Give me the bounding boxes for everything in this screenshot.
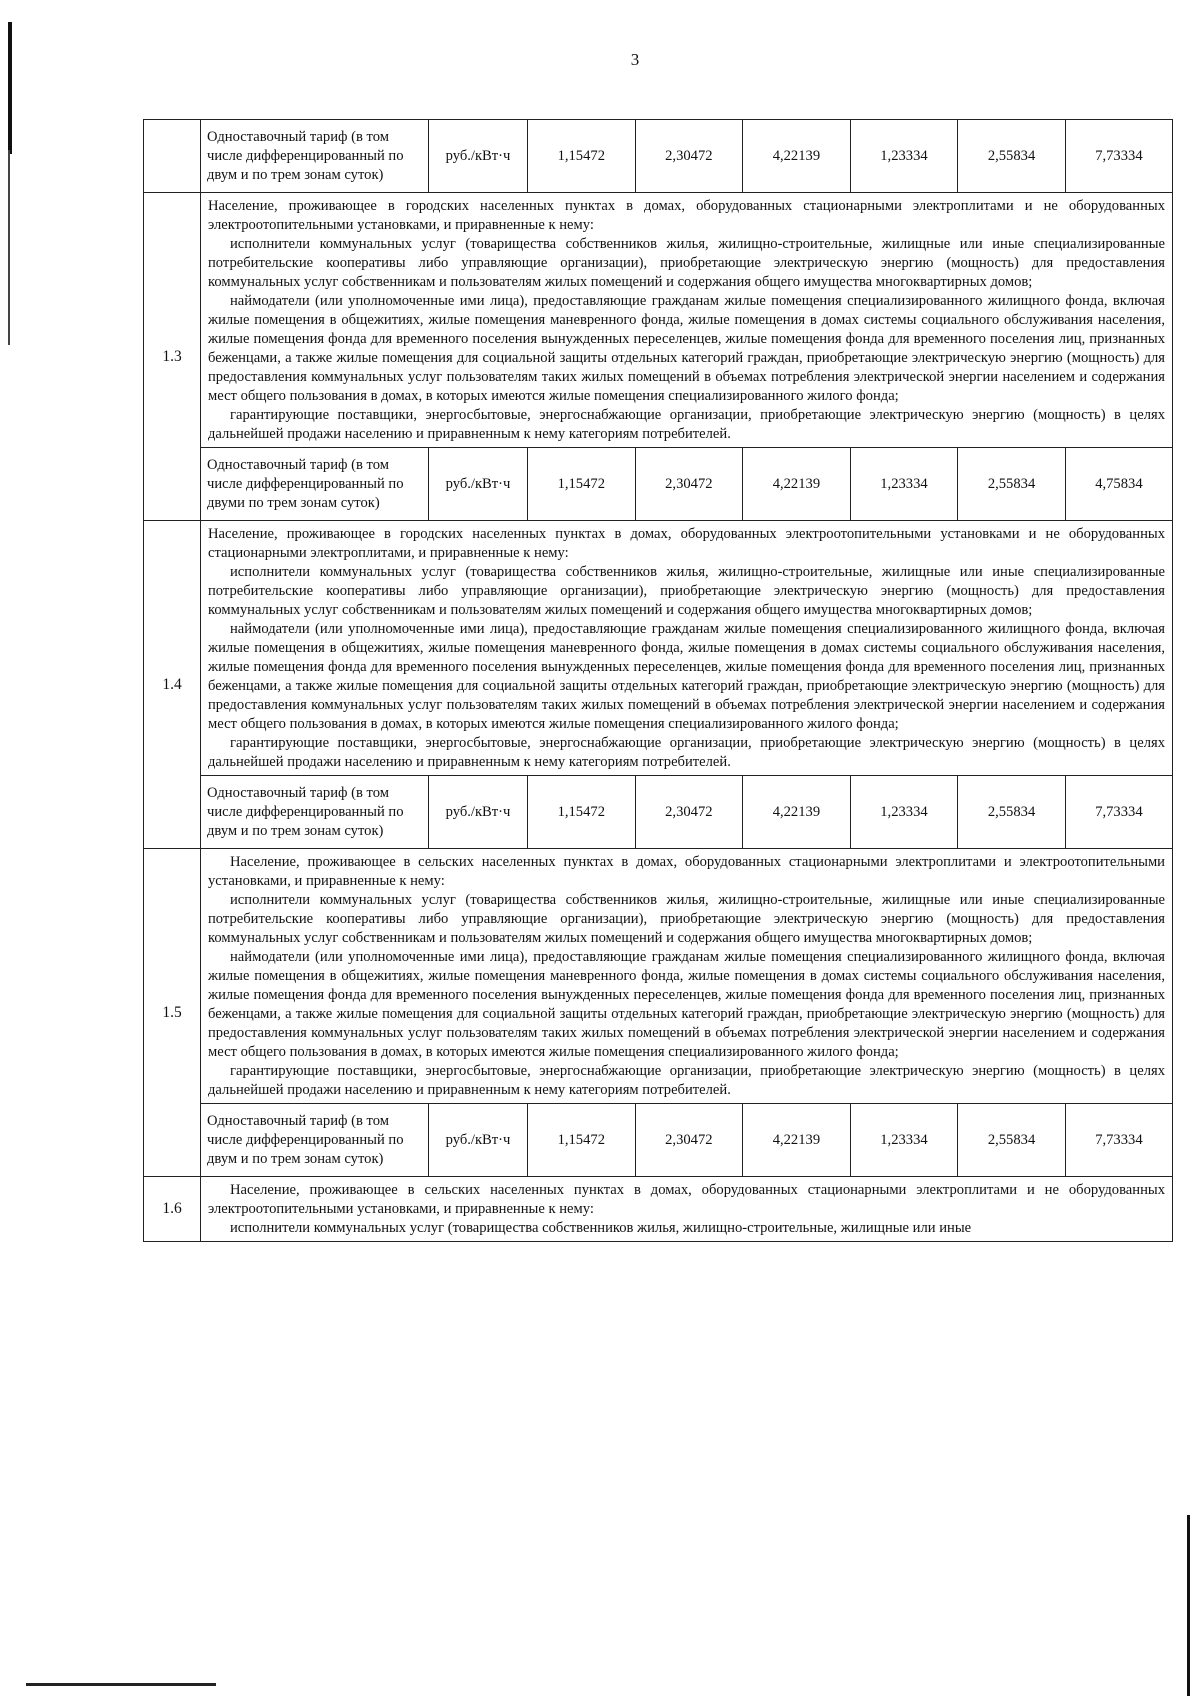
tariff-unit: руб./кВт·ч xyxy=(429,448,528,521)
paragraph: Население, проживающее в сельских населенных пунктах в домах, оборудованных стационарными электроплитами и не оборудованных электроотопительными установками, и приравненные к нему: xyxy=(208,1182,1165,1217)
tariff-value: 1,23334 xyxy=(850,448,958,521)
section-number xyxy=(144,120,201,192)
paragraph: Население, проживающее в городских населенных пунктах в домах, оборудованных стационарными электроплитами и не оборудованных электроотопительными установками, и приравненные к нему: xyxy=(208,198,1165,233)
tariff-value: 7,73334 xyxy=(1065,120,1172,192)
tariff-value: 1,15472 xyxy=(528,120,636,192)
tariff-value: 1,23334 xyxy=(850,1104,958,1177)
scan-artifact-bar xyxy=(1187,1515,1190,1696)
section-row-continuation xyxy=(144,120,1172,192)
tariff-value: 2,55834 xyxy=(958,776,1066,849)
tariff-value: 1,15472 xyxy=(528,776,636,849)
paragraph: гарантирующие поставщики, энергосбытовые, энергоснабжающие организации, приобретающие электрическую энергию (мощность) в целях дальнейшей продажи населению и приравненным к нему категориям потребителей. xyxy=(208,1063,1165,1098)
tariff-name: Одноставочный тариф (в том числе дифференцированный по двум и по трем зонам суток) xyxy=(201,1104,429,1177)
section-row xyxy=(144,1176,1172,1241)
tariff-name: Одноставочный тариф (в том числе дифференцированный по двум и по трем зонам суток) xyxy=(207,128,404,183)
page-number: 3 xyxy=(630,50,640,69)
tariff-value: 4,22139 xyxy=(743,120,851,192)
tariff-value: 7,73334 xyxy=(1065,776,1172,849)
tariff-value: 2,55834 xyxy=(958,448,1066,521)
paragraph: исполнители коммунальных услуг (товарищества собственников жилья, жилищно-строительные, жилищные или иные специализированные потребительские кооперативы либо управляющие организации), приобретающие электрическую энергию (мощность) для предоставления коммунальных услуг собственникам и пользователям жилых помещений и содержания общего имущества многоквартирных домов; xyxy=(208,564,1165,618)
paragraph: исполнители коммунальных услуг (товарищества собственников жилья, жилищно-строительные, жилищные или иные специализированные потребительские кооперативы либо управляющие организации), приобретающие электрическую энергию (мощность) для предоставления коммунальных услуг собственникам и пользователям жилых помещений и содержания общего имущества многоквартирных домов; xyxy=(208,892,1165,946)
paragraph: исполнители коммунальных услуг (товарищества собственников жилья, жилищно-строительные, жилищные или иные xyxy=(230,1220,972,1236)
section-description xyxy=(201,849,1172,1103)
tariff-name: Одноставочный тариф (в том числе дифференцированный по двуми по трем зонам суток) xyxy=(201,448,429,521)
section-description xyxy=(201,1177,1172,1241)
section-number: 1.6 xyxy=(144,1177,201,1241)
paragraph: гарантирующие поставщики, энергосбытовые, энергоснабжающие организации, приобретающие электрическую энергию (мощность) в целях дальнейшей продажи населению и приравненным к нему категориям потребителей. xyxy=(208,407,1165,442)
tariff-unit: руб./кВт·ч xyxy=(429,120,528,192)
tariff-value: 4,22139 xyxy=(743,1104,851,1177)
section-description xyxy=(201,193,1172,447)
section-number: 1.3 xyxy=(144,193,201,520)
section-row xyxy=(144,520,1172,848)
tariff-value: 2,55834 xyxy=(958,120,1066,192)
tariff-value: 1,23334 xyxy=(850,120,958,192)
tariff-values-row xyxy=(201,775,1172,848)
tariff-value: 4,75834 xyxy=(1065,448,1172,521)
section-number: 1.5 xyxy=(144,849,201,1176)
tariff-value: 2,55834 xyxy=(958,1104,1066,1177)
section-number: 1.4 xyxy=(144,521,201,848)
tariff-value: 1,15472 xyxy=(528,448,636,521)
tariff-name: Одноставочный тариф (в том числе дифференцированный по двум и по трем зонам суток) xyxy=(201,776,429,849)
tariff-unit: руб./кВт·ч xyxy=(429,776,528,849)
paragraph: Население, проживающее в городских населенных пунктах в домах, оборудованных электроотопительными установками и не оборудованных стационарными электроплитами, и приравненные к нему: xyxy=(208,526,1165,561)
scan-artifact-line xyxy=(26,1683,216,1686)
tariff-unit: руб./кВт·ч xyxy=(429,1104,528,1177)
tariff-value: 7,73334 xyxy=(1065,1104,1172,1177)
tariff-value: 2,30472 xyxy=(635,120,743,192)
tariff-values-row xyxy=(201,1103,1172,1176)
tariff-value: 4,22139 xyxy=(743,448,851,521)
tariff-values-row xyxy=(201,120,1172,192)
tariff-value: 2,30472 xyxy=(635,776,743,849)
tariff-table xyxy=(143,119,1173,1242)
tariff-values-row xyxy=(201,447,1172,520)
paragraph: наймодатели (или уполномоченные ими лица), предоставляющие гражданам жилые помещения специализированного жилищного фонда, включая жилые помещения в общежитиях, жилые помещения маневренного фонда, жилые помещения в домах системы социального обслуживания населения, жилые помещения фонда для временного поселения вынужденных переселенцев, жилые помещения фонда для временного поселения лиц, признанных беженцами, а также жилые помещения для социальной защиты отдельных категорий граждан, приобретающие электрическую энергию (мощность) для предоставления коммунальных услуг пользователям таких жилых помещений в объемах потребления электрической энергии населением и содержания мест общего пользования в домах, в которых имеются жилые помещения специализированного жилого фонда; xyxy=(208,621,1165,732)
tariff-value: 2,30472 xyxy=(635,1104,743,1177)
paragraph: наймодатели (или уполномоченные ими лица), предоставляющие гражданам жилые помещения специализированного жилищного фонда, включая жилые помещения в общежитиях, жилые помещения маневренного фонда, жилые помещения в домах системы социального обслуживания населения, жилые помещения фонда для временного поселения вынужденных переселенцев, жилые помещения фонда для временного поселения лиц, признанных беженцами, а также жилые помещения для социальной защиты отдельных категорий граждан, приобретающие электрическую энергию (мощность) для предоставления коммунальных услуг пользователям таких жилых помещений в объемах потребления электрической энергии населением и содержания мест общего пользования в домах, в которых имеются жилые помещения специализированного жилого фонда; xyxy=(208,293,1165,404)
paragraph: гарантирующие поставщики, энергосбытовые, энергоснабжающие организации, приобретающие электрическую энергию (мощность) в целях дальнейшей продажи населению и приравненным к нему категориям потребителей. xyxy=(208,735,1165,770)
tariff-value: 2,30472 xyxy=(635,448,743,521)
scan-artifact-bar xyxy=(8,150,10,345)
section-description xyxy=(201,521,1172,775)
tariff-value: 4,22139 xyxy=(743,776,851,849)
tariff-value: 1,23334 xyxy=(850,776,958,849)
section-row xyxy=(144,192,1172,520)
paragraph: наймодатели (или уполномоченные ими лица), предоставляющие гражданам жилые помещения специализированного жилищного фонда, включая жилые помещения в общежитиях, жилые помещения маневренного фонда, жилые помещения в домах системы социального обслуживания населения, жилые помещения фонда для временного поселения вынужденных переселенцев, жилые помещения фонда для временного поселения лиц, признанных беженцами, а также жилые помещения для социальной защиты отдельных категорий граждан, приобретающие электрическую энергию (мощность) для предоставления коммунальных услуг пользователям таких жилых помещений в объемах потребления электрической энергии населением и содержания мест общего пользования в домах, в которых имеются жилые помещения специализированного жилого фонда; xyxy=(208,949,1165,1060)
tariff-value: 1,15472 xyxy=(528,1104,636,1177)
section-row xyxy=(144,848,1172,1176)
paragraph: Население, проживающее в сельских населенных пунктах в домах, оборудованных стационарными электроплитами и электроотопительными установками, и приравненные к нему: xyxy=(208,854,1165,889)
scan-artifact-bar xyxy=(8,22,12,154)
paragraph: исполнители коммунальных услуг (товарищества собственников жилья, жилищно-строительные, жилищные или иные специализированные потребительские кооперативы либо управляющие организации), приобретающие электрическую энергию (мощность) для предоставления коммунальных услуг собственникам и пользователям жилых помещений и содержания общего имущества многоквартирных домов; xyxy=(208,236,1165,290)
